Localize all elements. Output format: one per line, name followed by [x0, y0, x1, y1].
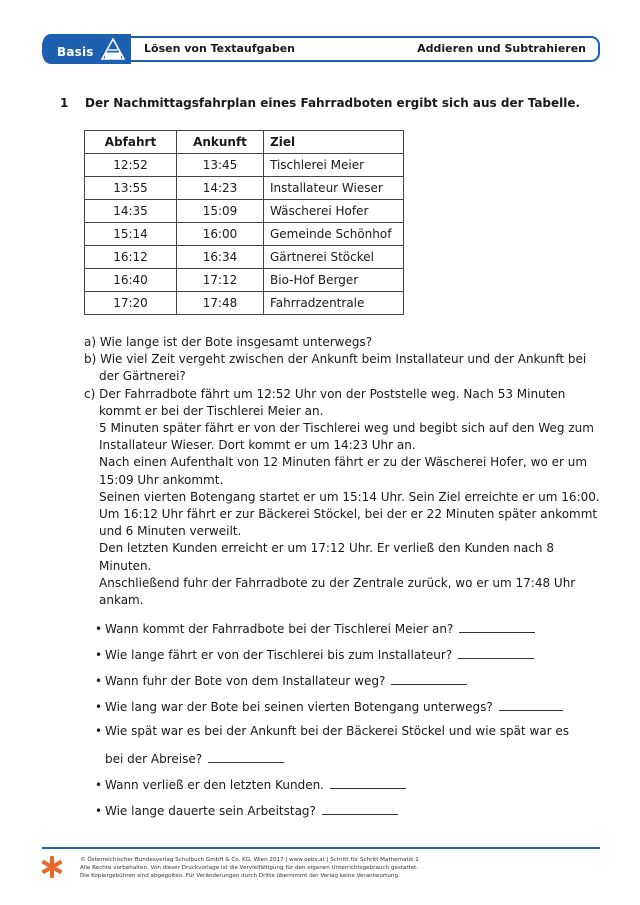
copyright-notice — [80, 856, 419, 880]
footer-divider — [42, 847, 600, 849]
worksheet-topic: Addieren und Subtrahieren — [417, 42, 586, 55]
answer-blank[interactable] — [391, 672, 467, 685]
question-c-line: 15:09 Uhr ankommt. — [99, 472, 224, 487]
sub-question-text: bei der Abreise? — [105, 752, 203, 766]
arrival-cell: 17:48 — [177, 292, 264, 315]
sub-question-text: Wie lang war der Bote bei seinen vierten Botengang unterwegs? — [105, 700, 493, 714]
level-badge — [43, 34, 131, 64]
table-row — [85, 177, 404, 200]
departure-cell: 17:20 — [85, 292, 177, 315]
schedule-table — [84, 130, 404, 315]
table-row — [85, 223, 404, 246]
sub-question-text: Wie lange fährt er von der Tischlerei bis zum Installateur? — [105, 648, 453, 662]
sub-question-text: Wann fuhr der Bote von dem Installateur weg? — [105, 674, 386, 688]
table-row — [85, 154, 404, 177]
arrival-cell: 14:23 — [177, 177, 264, 200]
publisher-logo-icon — [40, 855, 64, 879]
answer-blank[interactable] — [459, 620, 535, 633]
sub-question-text: Wann kommt der Fahrradbote bei der Tischlerei Meier an? — [105, 622, 454, 636]
list-item: • Wie lange fährt er von der Tischlerei bis zum Installateur? — [95, 646, 534, 662]
question-c-line: kommt er bei der Tischlerei Meier an. — [99, 403, 324, 418]
answer-blank[interactable] — [499, 698, 563, 711]
table-row — [85, 269, 404, 292]
worksheet-title: Lösen von Textaufgaben — [144, 42, 295, 55]
arrival-cell: 16:00 — [177, 223, 264, 246]
sub-question-text: Wann verließ er den letzten Kunden. — [105, 778, 324, 792]
table-row — [85, 292, 404, 315]
destination-cell: Gärtnerei Stöckel — [264, 246, 404, 269]
list-item: • Wann kommt der Fahrradbote bei der Tischlerei Meier an? — [95, 620, 535, 636]
answer-blank[interactable] — [208, 750, 284, 763]
column-header-arrival: Ankunft — [177, 131, 264, 154]
question-b-line: b) Wie viel Zeit vergeht zwischen der Ankunft beim Installateur und der Ankunft bei — [84, 352, 587, 367]
copyright-line: Die Kopiergebühren sind abgegolten. Für Veränderungen durch Dritte übernimmt der Verlag keine Verantwortung. — [80, 873, 400, 879]
destination-cell: Installateur Wieser — [264, 177, 404, 200]
departure-cell: 14:35 — [85, 200, 177, 223]
question-c-line: Installateur Wieser. Dort kommt er um 14:23 Uhr an. — [99, 438, 416, 453]
departure-cell: 16:12 — [85, 246, 177, 269]
pyramid-level-icon — [101, 38, 125, 60]
question-c-line: und 6 Minuten verweilt. — [99, 524, 242, 539]
departure-cell: 13:55 — [85, 177, 177, 200]
arrival-cell: 16:34 — [177, 246, 264, 269]
column-header-destination: Ziel — [264, 131, 404, 154]
departure-cell: 12:52 — [85, 154, 177, 177]
question-c-line: Seinen vierten Botengang startet er um 15:14 Uhr. Sein Ziel erreichte er um 16:00. — [99, 489, 600, 504]
list-item: • Wann verließ er den letzten Kunden. — [95, 776, 406, 792]
sub-question-text: Wie spät war es bei der Ankunft bei der Bäckerei Stöckel und wie spät war es — [105, 724, 570, 738]
question-c-line: 5 Minuten später fährt er von der Tischlerei weg und begibt sich auf den Weg zum — [99, 421, 594, 436]
column-header-departure: Abfahrt — [85, 131, 177, 154]
question-text — [84, 334, 604, 609]
destination-cell: Wäscherei Hofer — [264, 200, 404, 223]
question-c-line: Den letzten Kunden erreicht er um 17:12 Uhr. Er verließ den Kunden nach 8 Minuten. — [99, 541, 554, 573]
table-header-row — [85, 131, 404, 154]
arrival-cell: 15:09 — [177, 200, 264, 223]
departure-cell: 15:14 — [85, 223, 177, 246]
question-a: a) Wie lange ist der Bote insgesamt unterwegs? — [84, 335, 373, 349]
destination-cell: Bio-Hof Berger — [264, 269, 404, 292]
copyright-line: © Österreichischer Bundesverlag Schulbuch GmbH & Co. KG, Wien 2017 | www.oebv.at | Schritt für Schritt Mathematik 1 — [80, 857, 419, 863]
list-item: • Wie spät war es bei der Ankunft bei der Bäckerei Stöckel und wie spät war es — [95, 724, 570, 738]
question-c-line: ankam. — [99, 593, 144, 608]
list-item-continuation — [105, 750, 284, 766]
departure-cell: 16:40 — [85, 269, 177, 292]
list-item: • Wann fuhr der Bote von dem Installateur weg? — [95, 672, 467, 688]
destination-cell: Tischlerei Meier — [264, 154, 404, 177]
level-badge-label: Basis — [57, 45, 94, 59]
question-c-line: Um 16:12 Uhr fährt er zur Bäckerei Stöckel, bei der er 22 Minuten später ankommt — [99, 507, 598, 522]
question-c-line: c) Der Fahrradbote fährt um 12:52 Uhr von der Poststelle weg. Nach 53 Minuten — [84, 386, 566, 401]
sub-question-text: Wie lange dauerte sein Arbeitstag? — [105, 804, 316, 818]
question-c-line: Nach einen Aufenthalt von 12 Minuten fährt er zu der Wäscherei Hofer, wo er um — [99, 455, 588, 470]
question-c-line: Anschließend fuhr der Fahrradbote zu der Zentrale zurück, wo er um 17:48 Uhr — [99, 575, 576, 590]
table-row — [85, 200, 404, 223]
arrival-cell: 13:45 — [177, 154, 264, 177]
arrival-cell: 17:12 — [177, 269, 264, 292]
list-item: • Wie lang war der Bote bei seinen vierten Botengang unterwegs? — [95, 698, 563, 714]
answer-blank[interactable] — [322, 802, 398, 815]
destination-cell: Fahrradzentrale — [264, 292, 404, 315]
destination-cell: Gemeinde Schönhof — [264, 223, 404, 246]
task-title: Der Nachmittagsfahrplan eines Fahrradboten ergibt sich aus der Tabelle. — [85, 96, 581, 110]
answer-blank[interactable] — [458, 646, 534, 659]
table-row — [85, 246, 404, 269]
question-b-line: der Gärtnerei? — [99, 369, 186, 384]
list-item: • Wie lange dauerte sein Arbeitstag? — [95, 802, 398, 818]
task-number: 1 — [60, 96, 69, 110]
answer-blank[interactable] — [330, 776, 406, 789]
copyright-line: Alle Rechte vorbehalten. Von dieser Druckvorlage ist die Vervielfältigung für den eigenen Unterrichtsgebrauch gestattet. — [80, 865, 419, 871]
